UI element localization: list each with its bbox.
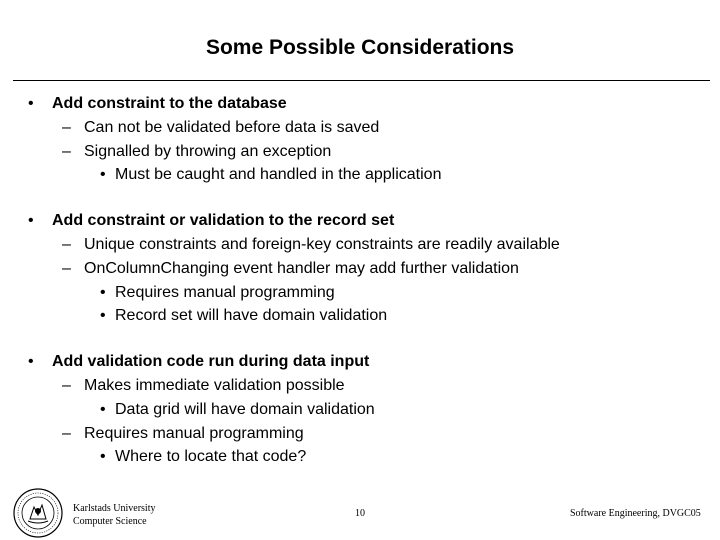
sub-sub-item: [0, 304, 720, 328]
sub-sub-item-text: Requires manual programming: [115, 283, 335, 301]
dash-marker: –: [62, 259, 71, 277]
bullet-text: Add constraint to the database: [52, 95, 287, 112]
sub-item: [0, 116, 720, 140]
sub-sub-item-text: Record set will have domain validation: [115, 307, 388, 325]
bullet-marker: •: [28, 212, 34, 230]
footer-university: Karlstads University: [73, 503, 156, 514]
footer-department: Computer Science: [73, 516, 147, 527]
dash-marker: –: [62, 424, 71, 442]
sub-item: [0, 422, 720, 446]
sub-item: [0, 233, 720, 257]
sub-bullet-marker: •: [100, 307, 106, 325]
dash-marker: –: [62, 376, 71, 394]
sub-item-text: Makes immediate validation possible: [84, 376, 345, 394]
sub-item-text: Requires manual programming: [84, 424, 304, 442]
dash-marker: –: [62, 235, 71, 253]
sub-sub-item: [0, 398, 720, 422]
sub-item-text: Unique constraints and foreign-key constraints are readily available: [84, 235, 560, 253]
sub-sub-item-text: Must be caught and handled in the application: [115, 166, 442, 184]
sub-bullet-marker: •: [100, 283, 106, 301]
page-number: 10: [355, 508, 365, 519]
sub-item: [0, 257, 720, 281]
slide-content: [0, 92, 720, 469]
sub-sub-item-text: Data grid will have domain validation: [115, 400, 375, 418]
bullet-marker: •: [28, 95, 34, 112]
sub-item: [0, 374, 720, 398]
sub-bullet-marker: •: [100, 448, 106, 466]
bullet-item: [0, 350, 720, 374]
sub-bullet-marker: •: [100, 166, 106, 184]
sub-sub-item: [0, 445, 720, 469]
sub-item: [0, 140, 720, 164]
dash-marker: –: [62, 118, 71, 136]
bullet-marker: •: [28, 353, 34, 371]
sub-item-text: Signalled by throwing an exception: [84, 142, 332, 160]
sub-sub-item-text: Where to locate that code?: [115, 448, 307, 466]
footer-institution: [73, 502, 156, 528]
bullet-item: [0, 92, 720, 116]
sub-bullet-marker: •: [100, 400, 106, 418]
bullet-text: Add validation code run during data input: [52, 353, 370, 371]
dash-marker: –: [62, 142, 71, 160]
bullet-text: Add constraint or validation to the record set: [52, 212, 395, 230]
title-divider: [13, 80, 710, 81]
university-seal-icon: [12, 487, 64, 539]
sub-item-text: Can not be validated before data is saved: [84, 118, 380, 136]
slide-title: Some Possible Considerations: [205, 36, 515, 59]
bullet-item: [0, 209, 720, 233]
sub-sub-item: [0, 281, 720, 305]
footer-course: Software Engineering, DVGC05: [570, 508, 701, 519]
sub-item-text: OnColumnChanging event handler may add further validation: [84, 259, 519, 277]
sub-sub-item: [0, 163, 720, 187]
